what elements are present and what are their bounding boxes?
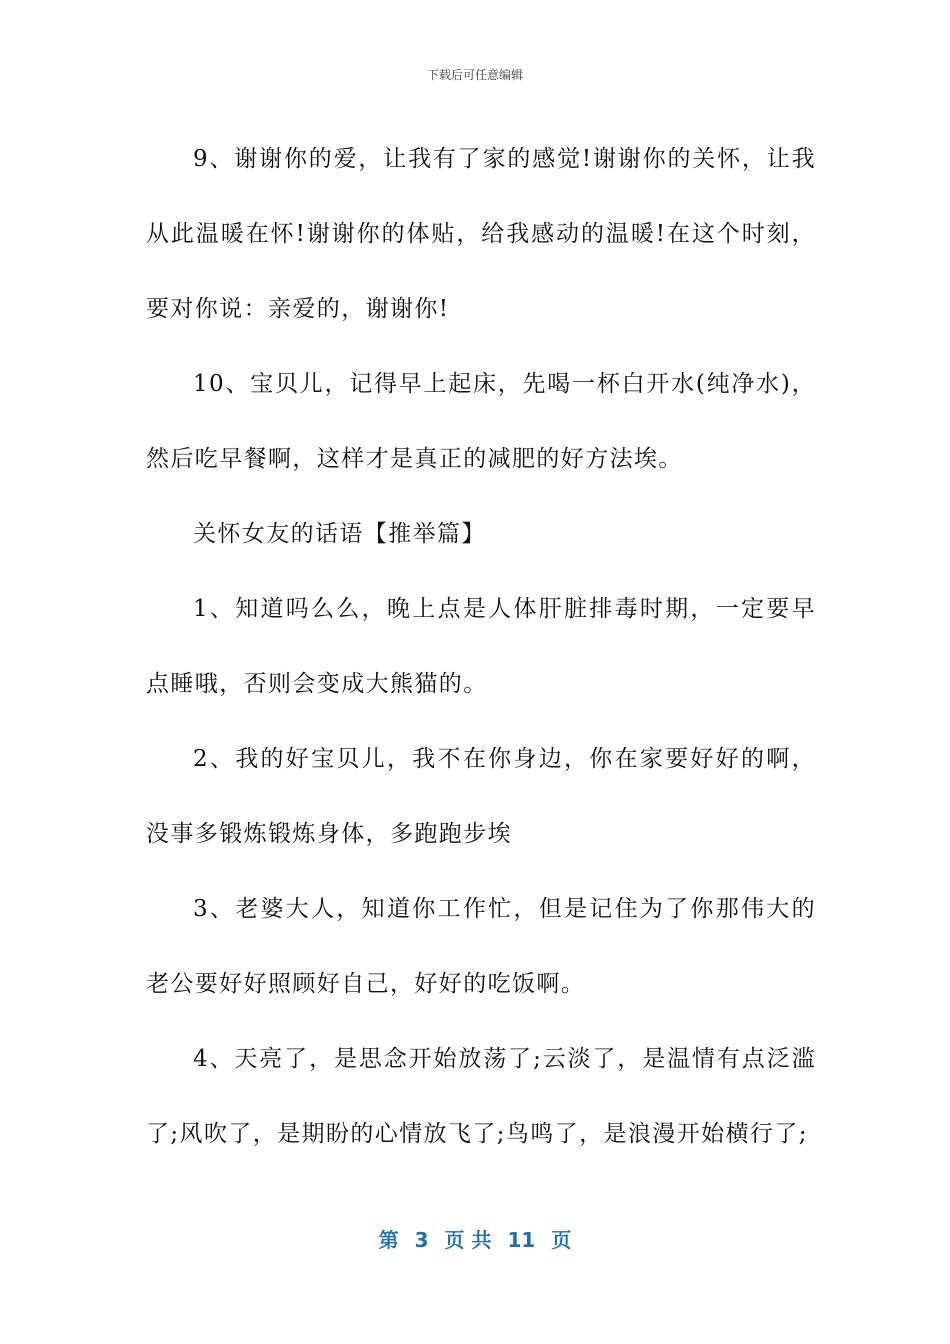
paragraph-9: 9、谢谢你的爱，让我有了家的感觉!谢谢你的关怀，让我从此温暖在怀!谢谢你的体贴，给我感动的温暖!在这个时刻，要对你说：亲爱的，谢谢你!: [146, 146, 816, 322]
footer-suffix: 页: [551, 1228, 572, 1252]
footer-prefix: 第: [378, 1228, 399, 1252]
paragraph-3: 3、老婆大人，知道你工作忙，但是记住为了你那伟大的老公要好好照顾好自己，好好的吃饭啊。: [146, 896, 816, 997]
footer-current-page: 3: [414, 1228, 429, 1252]
paragraph-2: 2、我的好宝贝儿，我不在你身边，你在家要好好的啊，没事多锻炼锻炼身体，多跑跑步埃: [146, 746, 816, 847]
document-body: [146, 122, 816, 1172]
paragraph-10: 10、宝贝儿，记得早上起床，先喝一杯白开水(纯净水)，然后吃早餐啊，这样才是真正的减肥的好方法埃。: [146, 371, 816, 472]
footer-middle: 页 共: [444, 1228, 492, 1252]
paragraph-1: 1、知道吗么么，晚上点是人体肝脏排毒时期，一定要早点睡哦，否则会变成大熊猫的。: [146, 596, 816, 697]
section-heading: 关怀女友的话语【推举篇】: [193, 521, 486, 547]
footer-total-pages: 11: [507, 1228, 536, 1252]
header-note: 下载后可任意编辑: [426, 68, 523, 82]
page-number-footer: [0, 1224, 950, 1253]
paragraph-4: 4、天亮了，是思念开始放荡了;云淡了，是温情有点泛滥了;风吹了，是期盼的心情放飞了;鸟鸣了，是浪漫开始横行了;: [146, 1046, 816, 1147]
